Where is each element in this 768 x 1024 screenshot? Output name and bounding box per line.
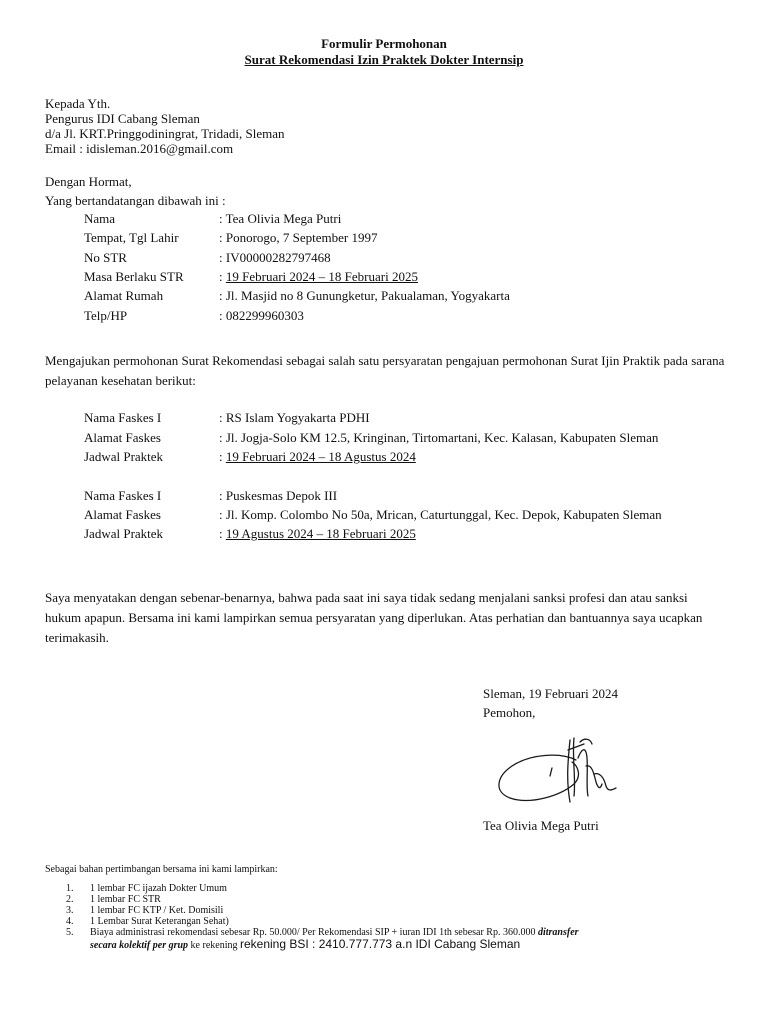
list-text — [90, 939, 520, 951]
list-item — [66, 905, 746, 916]
field-label: Jadwal Praktek — [84, 449, 164, 464]
attachments-list — [66, 883, 746, 953]
recipient-line: Kepada Yth. — [45, 96, 111, 111]
list-number: 4. — [66, 916, 74, 927]
field-label: Tempat, Tgl Lahir — [84, 230, 179, 245]
list-text: 1 Lembar Surat Keterangan Sehat) — [90, 916, 229, 927]
recipient-line: d/a Jl. KRT.Pringgodiningrat, Tridadi, Sleman — [45, 126, 285, 141]
field-label: Nama — [84, 211, 116, 226]
statement-paragraph: Saya menyatakan dengan sebenar-benarnya, bahwa pada saat ini saya tidak sedang menjalani sanksi profesi dan atau sanksi hukum apapun. Bersama ini kami lampirkan semua persyaratan yang diperlukan. Atas perhatian dan bantuannya saya ucapkan terimakasih. — [45, 590, 703, 645]
fee-emphasis: secara kolektif per grup — [90, 940, 189, 951]
fee-emphasis: ditransfer — [537, 927, 579, 938]
field-value: : RS Islam Yogyakarta PDHI — [219, 410, 370, 425]
list-text: 1 lembar FC STR — [90, 894, 161, 905]
signature-role: Pemohon, — [483, 705, 536, 720]
signature-place-date: Sleman, 19 Februari 2024 — [483, 686, 619, 701]
field-value: : Jl. Masjid no 8 Gunungketur, Pakualaman, Yogyakarta — [219, 288, 510, 303]
faskes2-name-row — [84, 488, 724, 507]
field-value: : Puskesmas Depok III — [219, 488, 338, 503]
field-colon: : — [219, 526, 226, 541]
schedule-value: 19 Agustus 2024 – 18 Februari 2025 — [225, 526, 416, 541]
bank-account: rekening BSI : 2410.777.773 a.n IDI Cabang Sleman — [239, 937, 521, 951]
greeting: Dengan Hormat, — [45, 174, 132, 189]
recipient-email: Email : idisleman.2016@gmail.com — [45, 141, 234, 156]
form-subtitle: Surat Rekomendasi Izin Praktek Dokter Internsip — [244, 52, 524, 67]
applicant-birth-row — [84, 230, 724, 249]
field-label: Alamat Faskes — [84, 430, 161, 445]
str-validity-value: 19 Februari 2024 – 18 Februari 2025 — [225, 269, 418, 284]
field-value: : Tea Olivia Mega Putri — [219, 211, 342, 226]
list-number: 5. — [66, 927, 74, 938]
list-item — [66, 883, 746, 894]
field-colon: : — [219, 449, 226, 464]
field-label: Masa Berlaku STR — [84, 269, 184, 284]
list-item-fee-continued — [66, 939, 746, 953]
recipient-block — [45, 96, 284, 156]
fee-text: Biaya administrasi rekomendasi sebesar Rp. 50.000/ Per Rekomendasi SIP + iuran IDI 1th sebesar Rp. 360.000 — [90, 927, 538, 938]
faskes1-name-row — [84, 410, 724, 429]
field-label: No STR — [84, 250, 127, 265]
intro-text: Yang bertandatangan dibawah ini : — [45, 193, 226, 208]
signature-name: Tea Olivia Mega Putri — [483, 818, 599, 833]
handwritten-signature-icon — [490, 730, 630, 812]
list-text: 1 lembar FC ijazah Dokter Umum — [90, 883, 227, 894]
form-title: Formulir Permohonan — [321, 36, 447, 51]
field-value — [219, 449, 416, 465]
field-value — [219, 269, 418, 285]
field-label: Nama Faskes I — [84, 410, 162, 425]
applicant-str-row — [84, 250, 724, 269]
field-label: Nama Faskes I — [84, 488, 162, 503]
field-label: Jadwal Praktek — [84, 526, 164, 541]
list-item — [66, 916, 746, 927]
faskes1-address-row — [84, 430, 724, 449]
list-text: 1 lembar FC KTP / Ket. Domisili — [90, 905, 224, 916]
faskes2-address-row — [84, 507, 724, 526]
field-value: : Jl. Jogja-Solo KM 12.5, Kringinan, Tirtomartani, Kec. Kalasan, Kabupaten Sleman — [219, 430, 659, 445]
field-label: Telp/HP — [84, 308, 128, 323]
field-value: : 082299960303 — [219, 308, 304, 323]
field-value: : IV00000282797468 — [219, 250, 331, 265]
list-number: 2. — [66, 894, 74, 905]
field-label: Alamat Faskes — [84, 507, 161, 522]
fee-text: ke rekening — [188, 940, 240, 951]
recipient-line: Pengurus IDI Cabang Sleman — [45, 111, 200, 126]
attachments-intro: Sebagai bahan pertimbangan bersama ini kami lampirkan: — [45, 864, 278, 875]
field-value — [219, 526, 416, 542]
list-number: 1. — [66, 883, 74, 894]
field-value: : Jl. Komp. Colombo No 50a, Mrican, Caturtunggal, Kec. Depok, Kabupaten Sleman — [219, 507, 662, 522]
field-label: Alamat Rumah — [84, 288, 164, 303]
list-item — [66, 894, 746, 905]
request-paragraph: Mengajukan permohonan Surat Rekomendasi sebagai salah satu persyaratan pengajuan permohonan Surat Ijin Praktik pada sarana pelayanan kesehatan berikut: — [45, 353, 725, 388]
applicant-name-row — [84, 211, 724, 230]
faskes1-schedule-row — [84, 449, 724, 468]
applicant-str-validity-row — [84, 269, 724, 288]
schedule-value: 19 Februari 2024 – 18 Agustus 2024 — [225, 449, 416, 464]
faskes2-schedule-row — [84, 526, 724, 545]
applicant-phone-row — [84, 308, 724, 327]
field-colon: : — [219, 269, 226, 284]
field-value: : Ponorogo, 7 September 1997 — [219, 230, 378, 245]
applicant-address-row — [84, 288, 724, 307]
list-number: 3. — [66, 905, 74, 916]
